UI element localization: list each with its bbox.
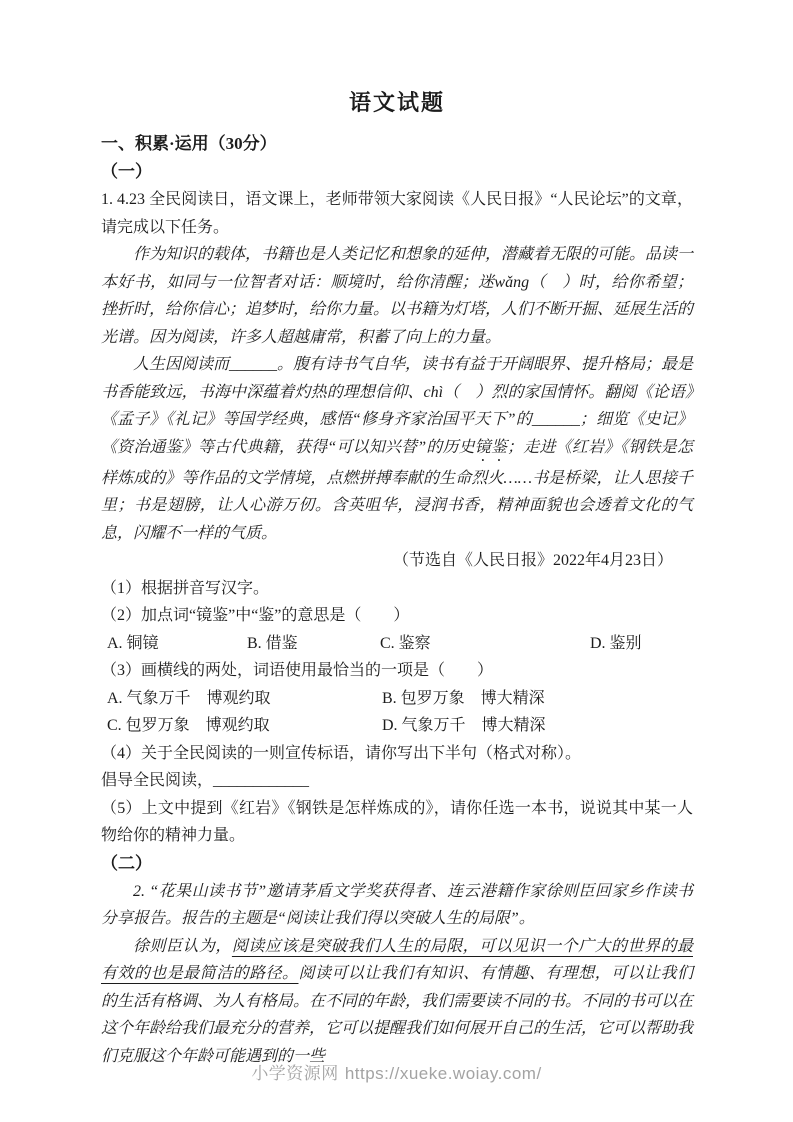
q1-sub-question-2: （2）加点词“镜鉴”中“鉴”的意思是（ ）: [101, 607, 410, 624]
q2-rest-text: 阅读可以让我们有知识、有情趣、有理想，可以让我们的生活有格调、为人有格局。在不同的年龄，我们需要读不同的书。不同的书可以在这个年龄给我们最充分的营养，它可以提醒我们如何展开自己的生活，它可以帮助我们克服这个年龄可能遇到的一些: [101, 965, 694, 1065]
q1-sub-question-4: （4）关于全民阅读的一则宣传标语，请你写出下半句（格式对称）。: [101, 744, 582, 762]
q1-sub-question-1: （1）根据拼音写汉字。: [101, 579, 270, 597]
q2-passage-paragraph: [101, 933, 693, 1071]
q1-intro: 1. 4.23 全民阅读日，语文课上，老师带领大家阅读《人民日报》“人民论坛”的文章，请完成以下任务。: [101, 191, 693, 236]
q2-lead-text: 徐则臣认为，: [133, 937, 232, 955]
passage-attribution: （节选自《人民日报》2022年4月23日）: [392, 552, 673, 569]
option-a: A. 气象万千 博观约取: [107, 689, 271, 707]
watermark-site-name: 小学资源网: [251, 1064, 339, 1083]
answer-blank: ____________: [213, 772, 310, 789]
option-b: B. 借鉴: [247, 634, 298, 652]
page-title: 语文试题: [348, 90, 445, 115]
slogan-prefix: 倡导全民阅读，: [101, 772, 214, 789]
part-one-label: （一）: [101, 162, 152, 181]
q1-sub4-answer-line: [101, 767, 693, 795]
q1-sub3-options-grid: [101, 685, 693, 740]
section-one-heading: 一、积累·运用（30分）: [101, 134, 277, 153]
passage2-text-before: 人生因阅读而______。腹有诗书气自华，读书有益于开阔眼界、提升格局；最是书香能致远，书海中深蕴着灼热的理想信仰、chì（ ）烈的家国情怀。翻阅《论语》《孟子》《礼记》等国学经典，感悟“修身齐家治国平天下”的______；细览《史记》《资治通鉴》等古代典籍，获得“可以知兴替”的历史: [101, 356, 694, 456]
option-d: D. 鉴别: [590, 634, 642, 652]
q2-intro: 2. “花果山读书节”邀请茅盾文学奖获得者、连云港籍作家徐则臣回家乡作读书分享报告。报告的主题是“阅读让我们得以突破人生的局限”。: [101, 882, 693, 927]
option-a: A. 铜镜: [107, 634, 159, 652]
part-two-label: （二）: [101, 853, 152, 873]
watermark-url: https://xueke.woiay.com/: [344, 1064, 542, 1083]
q1-passage-paragraph-2: [101, 351, 693, 547]
option-b: B. 包罗万象 博大精深: [382, 689, 545, 707]
option-d: D. 气象万千 博大精深: [382, 717, 546, 734]
q2-underlined-sentence: 阅读应该是突破我们人生的局限，可以见识一个广大的世界的最有效的也是最简洁的路径。: [101, 937, 693, 982]
q1-sub2-options-row: [101, 630, 693, 658]
q1-sub-question-3: （3）画横线的两处，词语使用最恰当的一项是（ ）: [101, 662, 494, 679]
site-watermark: [0, 1060, 793, 1088]
q1-passage-paragraph-1: 作为知识的载体，书籍也是人类记忆和想象的延伸，潜藏着无限的可能。品读一本好书，如同与一位智者对话：顺境时，给你清醒；迷wǎng（ ）时，给你希望；挫折时，给你信心；追梦时，给你力量。以书籍为灯塔，人们不断开掘、延展生活的光谱。因为阅读，许多人超越庸常，积蓄了向上的力量。: [101, 246, 694, 346]
q1-sub-question-5: （5）上文中提到《红岩》《钢铁是怎样炼成的》，请你任选一本书，说说其中某一人物给你的精神力量。: [101, 799, 693, 844]
passage2-text-after: ；走进《红岩》《钢铁是怎样炼成的》等作品的文学情境，点燃拼搏奉献的生命烈火……书是桥梁，让人思接千里；书是翅膀，让人心游万仞。含英咀华，浸润书香，精神面貌也会透着文化的气息，闪耀不一样的气质。: [101, 438, 693, 542]
option-c: C. 鉴察: [380, 634, 431, 652]
dotted-emphasis-word: 镜鉴: [474, 438, 508, 456]
option-c: C. 包罗万象 博观约取: [107, 717, 270, 734]
